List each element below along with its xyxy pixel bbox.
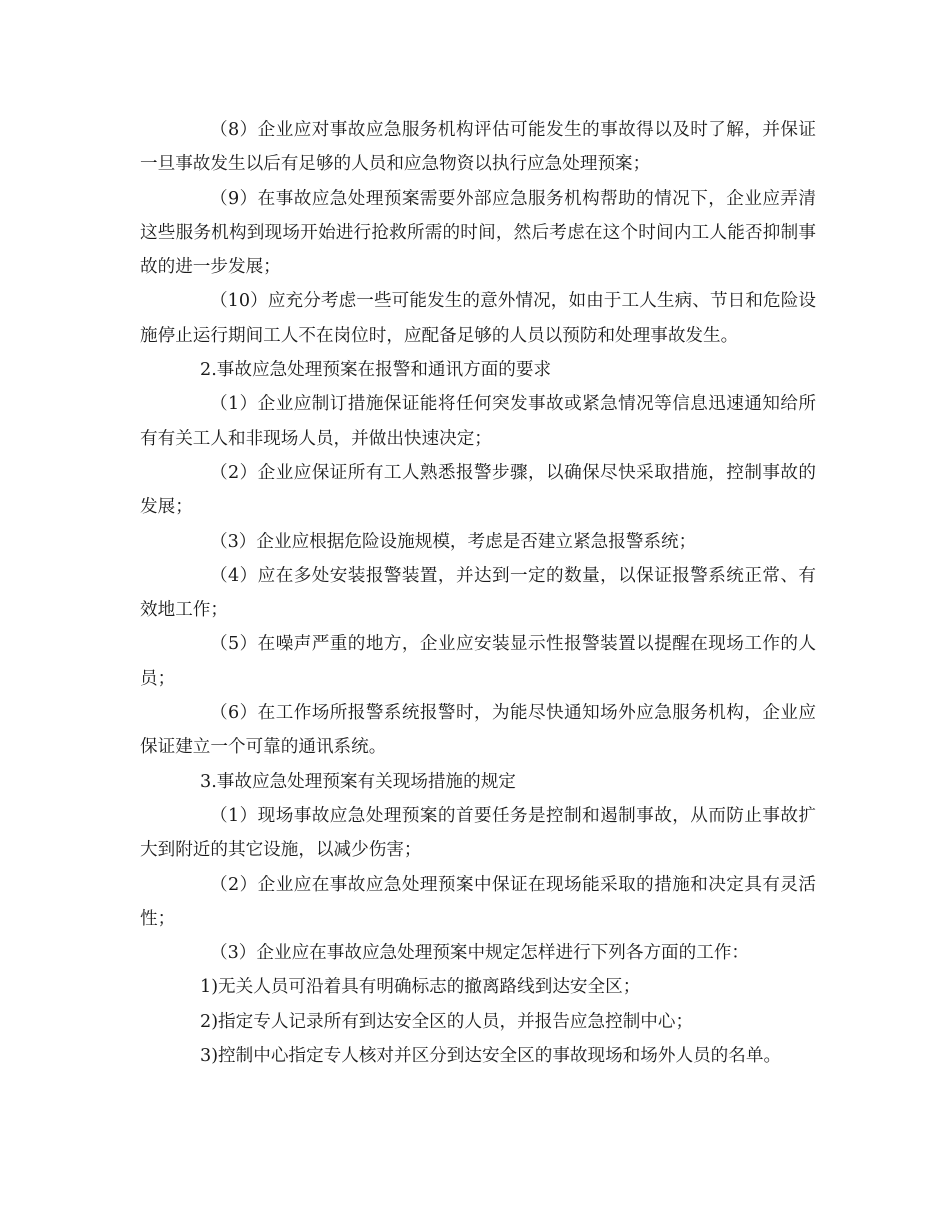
paragraph-item-1: （1）企业应制订措施保证能将任何突发事故或紧急情况等信息迅速通知给所有有关工人和非现场人员，并做出快速决定； [140,394,816,449]
paragraph-item-10: （10）应充分考虑一些可能发生的意外情况，如由于工人生病、节日和危险设施停止运行期间工人不在岗位时，应配备足够的人员以预防和处理事故发生。 [140,291,816,346]
paragraph-item-4: （4）应在多处安装报警装置，并达到一定的数量，以保证报警系统正常、有效地工作； [140,565,816,621]
paragraph-item-1: （1）现场事故应急处理预案的首要任务是控制和遏制事故，从而防止事故扩大到附近的其它设施，以减少伤害； [140,805,816,861]
section-heading-3: 3.事故应急处理预案有关现场措施的规定 [200,771,516,792]
paragraph-item-2: （2）企业应保证所有工人熟悉报警步骤，以确保尽快采取措施，控制事故的发展； [140,462,816,518]
paragraph-item-5: （5）在噪声严重的地方，企业应安装显示性报警装置以提醒在现场工作的人员； [140,634,816,689]
document-body [140,113,816,1073]
paragraph-item-9: （9）在事故应急处理预案需要外部应急服务机构帮助的情况下，企业应弄清这些服务机构到现场开始进行抢救所需的时间，然后考虑在这个时间内工人能否抑制事故的进一步发展； [140,188,816,278]
paragraph-item-3: （3）企业应根据危险设施规模，考虑是否建立紧急报警系统； [210,531,697,552]
section-heading-2: 2.事故应急处理预案在报警和通讯方面的要求 [200,360,552,381]
sub-step-3: 3)控制中心指定专人核对并区分到达安全区的事故现场和场外人员的名单。 [200,1046,782,1067]
paragraph-item-6: （6）在工作场所报警系统报警时，为能尽快通知场外应急服务机构，企业应保证建立一个可靠的通讯系统。 [140,703,816,758]
paragraph-item-3: （3）企业应在事故应急处理预案中规定怎样进行下列各方面的工作： [210,943,750,964]
sub-step-2: 2)指定专人记录所有到达安全区的人员，并报告应急控制中心； [200,1011,694,1032]
sub-step-1: 1)无关人员可沿着具有明确标志的撤离路线到达安全区； [200,977,641,998]
paragraph-item-2: （2）企业应在事故应急处理预案中保证在现场能采取的措施和决定具有灵活性； [140,874,816,929]
paragraph-item-8: （8）企业应对事故应急服务机构评估可能发生的事故得以及时了解，并保证一旦事故发生以后有足够的人员和应急物资以执行应急处理预案； [140,120,816,175]
